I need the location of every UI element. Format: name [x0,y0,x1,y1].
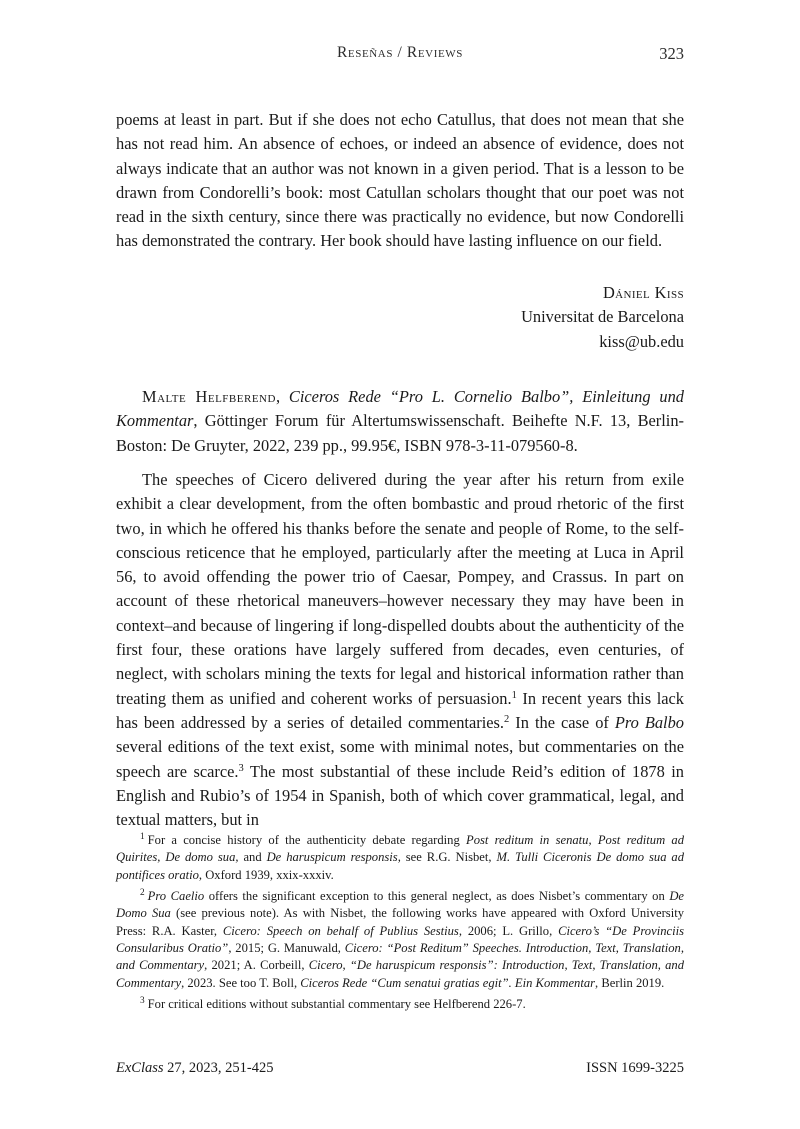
reviewer-name: Dániel Kiss [602,283,684,302]
footnote-1-seg-4: , Oxford 1939, xxix-xxxiv. [198,867,334,882]
review-segment-2: In recent years this lack has been addressed by a series of detailed commentaries. [116,688,684,732]
footnote-2-seg-2: (see previous note). As with Nisbet, the following works have appeared with Oxford University Press: R.A. Kaster, [116,906,684,938]
footer-journal-line [116,1060,274,1077]
footer-issue: 27, 2023, 251-425 [163,1060,274,1076]
page-content-column [116,0,684,1129]
review-body-paragraph [116,468,684,832]
citation-author-separator: , [275,387,281,406]
running-head [116,44,684,66]
page-number: 323 [659,44,684,63]
footnote-2 [116,885,684,992]
review-segment-4: several editions of the text exist, some with minimal notes, but commentaries on the speech are scarce. [116,737,684,781]
footnote-1-seg-2: and [238,850,267,865]
footnote-3-marker: 3 [140,995,145,1006]
footnote-2-seg-4: , 2015; G. Manuwald, [228,940,345,955]
footnote-2-italic-3: Cicero: Speech on behalf of Publius Sestius [222,923,459,938]
footnote-2-seg-6: , 2023. See too T. Boll, [181,975,301,990]
citation-imprint: , Göttinger Forum für Altertumswissenschaft. Beihefte N.F. 13, Berlin-Boston: De Gruyter, 2022, 239 pp., 99.95€, ISBN 978-3-11-079560-8. [116,411,684,455]
running-head-title: Reseñas / Reviews [336,44,464,61]
footnote-3 [116,993,684,1013]
citation-indent [116,387,142,406]
footnote-ref-1[interactable]: 1 [511,689,517,701]
footnote-1-seg-3: see R.G. Nisbet, [400,850,497,865]
footnote-ref-3[interactable]: 3 [238,762,244,774]
footnote-2-italic-1: Pro Caelio [147,888,205,903]
review-segment-1: The speeches of Cicero delivered during the year after his return from exile exhibit a clear development, from the often bombastic and proud rhetoric of the first two, in which he offered his thanks before the senate and people of Rome, to the self-conscious reticence that he employed, particularly after the meeting at Luca in April 56, to avoid offending the power trio of Caesar, Pompey, and Crassus. In part on account of these rhetorical maneuvers–however necessary they may have been in context–and because of lingering if long-dispelled doubts about the authenticity of the first four, these orations have largely suffered from decades, even centuries, of neglect, with scholars mining the texts for legal and historical information rather than treating them as unified and coherent works of persuasion. [116,470,684,708]
review-segment-5: The most substantial of these include Reid’s edition of 1878 in English and Rubio’s of 1954 in Spanish, both of which cover grammatical, legal, and textual matters, but in [116,761,684,830]
footnote-1-italic-2: De haruspicum responsis, [266,850,401,865]
reviewer-affiliation: Universitat de Barcelona [521,307,684,327]
review-indent [116,470,142,489]
footnote-1-marker: 1 [140,832,145,842]
footnote-2-seg-7: , Berlin 2019. [595,975,665,990]
footnote-2-seg-1: offers the significant exception to this general neglect, as does Nisbet’s commentary on [204,888,670,903]
review-segment-3: In the case of [509,712,615,732]
footnote-2-italic-7: Ciceros Rede “Cum senatui gratias egit”. Ein Kommentar [300,975,596,990]
footnote-1 [116,829,684,884]
citation-title: Ciceros Rede “Pro L. Cornelio Balbo”, Einleitung und Kommentar [116,387,684,431]
footnote-1-italic-3: M. Tulli Ciceronis De domo sua ad pontifices oratio [116,850,685,882]
footnote-2-marker: 2 [140,887,145,898]
footnote-ref-2[interactable]: 2 [504,713,510,725]
reviewer-email: kiss@ub.edu [599,331,684,351]
footnote-2-italic-5: Cicero: “Post Reditum” Speeches. Introduction, Text, Translation, and Commentary [116,940,684,973]
footnote-3-seg-1: For critical editions without substantial commentary see Helfberend 226-7. [147,996,526,1011]
footnote-2-seg-5: , 2021; A. Corbeill, [204,958,309,973]
footer-journal-name: ExClass [116,1060,164,1076]
paragraph-continued-text: poems at least in part. But if she does not echo Catullus, that does not mean that she has not read him. An absence of echoes, or indeed an absence of evidence, does not always indicate that an author was not known in a given period. That is a lesson to be drawn from Condorelli’s book: most Catullan scholars thought that our poet was not read in the sixth century, since there was practically no evidence, but now Condorelli has demonstrated the contrary. Her book should have lasting influence on our field. [116,110,684,251]
paragraph-continued [116,108,684,254]
book-citation [116,385,684,458]
footnote-2-seg-3: , 2006; L. Grillo, [458,923,559,938]
footnote-2-italic-6: Cicero, “De haruspicum responsis”: Introduction, Text, Translation, and Commentary [116,958,684,990]
footnote-1-italic-1: Post reditum in senatu, Post reditum ad Quirites, De domo sua, [116,833,684,865]
footnotes-area [116,829,684,1014]
reviewer-signature [116,281,684,354]
footnote-1-seg-1: For a concise history of the authenticity debate regarding [147,833,466,847]
citation-author: Malte Helfberend [142,387,276,406]
footer-issn: ISSN 1699-3225 [586,1060,684,1076]
footnote-2-italic-4: Cicero’s “De Provinciis Consularibus Oratio” [116,923,684,955]
review-italic-pro-balbo: Pro Balbo [614,712,684,732]
footnote-2-italic-2: De Domo Sua [116,888,684,921]
